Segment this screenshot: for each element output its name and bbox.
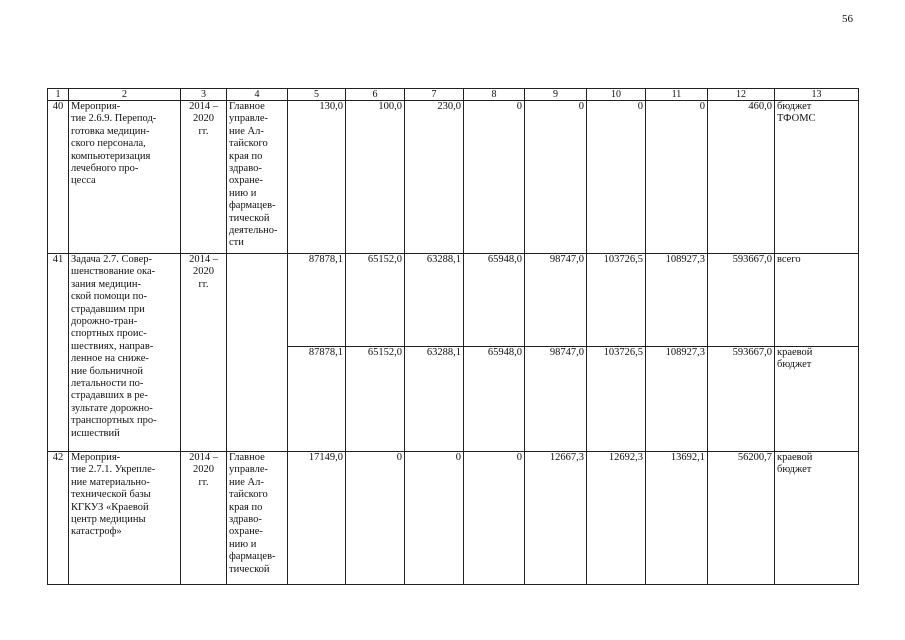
row-years: 2014 – 2020 гг.	[181, 101, 227, 254]
header-cell: 13	[775, 89, 859, 101]
row-number: 40	[48, 101, 69, 254]
value-cell: 103726,5	[587, 254, 646, 347]
header-cell: 12	[708, 89, 775, 101]
value-cell: 593667,0	[708, 347, 775, 452]
row-number: 41	[48, 254, 69, 452]
value-cell: 65948,0	[464, 254, 525, 347]
header-row	[48, 89, 859, 101]
row-executor: Главное управле- ние Ал- тайского края по здраво- охране- нию и фармацев- тической	[227, 452, 288, 585]
value-cell: 13692,1	[646, 452, 708, 585]
value-cell: 0	[587, 101, 646, 254]
value-cell: 87878,1	[288, 254, 346, 347]
value-cell: 0	[525, 101, 587, 254]
page-number: 56	[842, 13, 853, 25]
table-row	[48, 101, 859, 254]
value-cell: 65152,0	[346, 254, 405, 347]
value-cell: 65948,0	[464, 347, 525, 452]
header-cell: 11	[646, 89, 708, 101]
value-cell: 63288,1	[405, 347, 464, 452]
funding-source: всего	[775, 254, 859, 347]
value-cell: 98747,0	[525, 347, 587, 452]
value-cell: 12667,3	[525, 452, 587, 585]
header-cell: 10	[587, 89, 646, 101]
budget-table	[47, 88, 859, 585]
value-cell: 0	[464, 452, 525, 585]
header-cell: 2	[69, 89, 181, 101]
value-cell: 130,0	[288, 101, 346, 254]
value-cell: 87878,1	[288, 347, 346, 452]
header-cell: 4	[227, 89, 288, 101]
table-row	[48, 254, 859, 347]
value-cell: 17149,0	[288, 452, 346, 585]
value-cell: 0	[646, 101, 708, 254]
row-name: Мероприя- тие 2.6.9. Перепод- готовка медицин- ского персонала, компьютеризация лечебного про- цесса	[69, 101, 181, 254]
value-cell: 56200,7	[708, 452, 775, 585]
value-cell: 0	[346, 452, 405, 585]
header-cell: 1	[48, 89, 69, 101]
row-years: 2014 – 2020 гг.	[181, 452, 227, 585]
value-cell: 63288,1	[405, 254, 464, 347]
funding-source: краевой бюджет	[775, 347, 859, 452]
funding-source: краевой бюджет	[775, 452, 859, 585]
value-cell: 108927,3	[646, 347, 708, 452]
funding-source: бюджет ТФОМС	[775, 101, 859, 254]
row-name: Мероприя- тие 2.7.1. Укрепле- ние материально- технической базы КГКУЗ «Краевой центр медицины катастроф»	[69, 452, 181, 585]
value-cell: 0	[464, 101, 525, 254]
row-years: 2014 – 2020 гг.	[181, 254, 227, 452]
header-cell: 5	[288, 89, 346, 101]
header-cell: 3	[181, 89, 227, 101]
header-cell: 7	[405, 89, 464, 101]
value-cell: 108927,3	[646, 254, 708, 347]
value-cell: 0	[405, 452, 464, 585]
row-name: Задача 2.7. Совер- шенствование ока- зания медицин- ской помощи по- страдавшим при дорожно-тран- спортных проис- шествиях, направ- ленное на сниже- ние больничной летальности по- страдавших в ре- зультате дорожно- транспортных про- исшествий	[69, 254, 181, 452]
value-cell: 593667,0	[708, 254, 775, 347]
value-cell: 98747,0	[525, 254, 587, 347]
row-executor: Главное управле- ние Ал- тайского края по здраво- охране- нию и фармацев- тической деятельно- сти	[227, 101, 288, 254]
value-cell: 230,0	[405, 101, 464, 254]
header-cell: 9	[525, 89, 587, 101]
row-executor	[227, 254, 288, 452]
value-cell: 460,0	[708, 101, 775, 254]
value-cell: 103726,5	[587, 347, 646, 452]
row-number: 42	[48, 452, 69, 585]
value-cell: 100,0	[346, 101, 405, 254]
header-cell: 8	[464, 89, 525, 101]
header-cell: 6	[346, 89, 405, 101]
table-row	[48, 452, 859, 585]
value-cell: 65152,0	[346, 347, 405, 452]
value-cell: 12692,3	[587, 452, 646, 585]
